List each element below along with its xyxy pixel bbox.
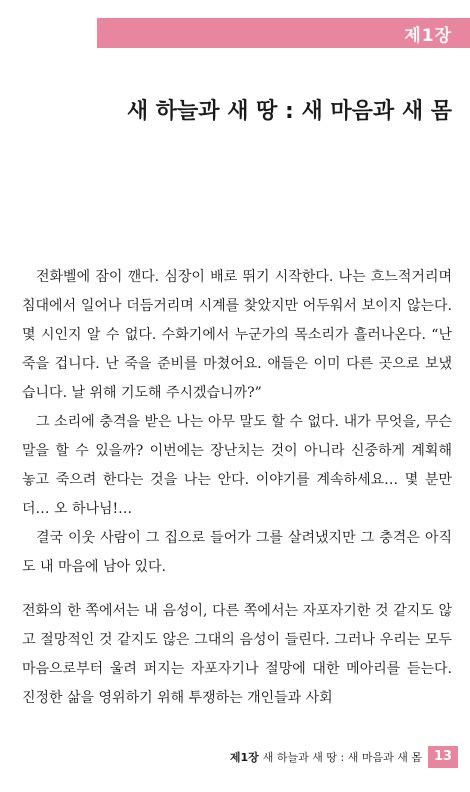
paragraph: 그 소리에 충격을 받은 나는 아무 말도 할 수 없다. 내가 무엇을, 무슨 말을 할 수 있을까? 이번에는 장난치는 것이 아니라 신중하게 계획해 놓고 죽으려 한다는 것을 나는 안다. 이야기를 계속하세요… 몇 분만 더… 오 하나님!…	[22, 414, 452, 517]
running-footer	[230, 746, 458, 768]
chapter-header-bar	[97, 18, 470, 48]
footer-chapter: 제1장	[229, 751, 259, 764]
page-number: 13	[428, 746, 458, 768]
page-title: 새 하늘과 새 땅 : 새 마음과 새 몸	[126, 99, 452, 124]
paragraph: 전화벨에 잠이 깬다. 심장이 배로 뛰기 시작한다. 나는 흐느적거리며 침대에서 일어나 더듬거리며 시계를 찾았지만 어두워서 보이지 않는다. 몇 시인지 알 수 없다. 수화기에서 누군가의 목소리가 흘러나온다. “난 죽을 겁니다. 난 죽을 준비를 마쳤어요. 애들은 이미 다른 곳으로 보냈습니다. 날 위해 기도해 주시겠습니까?”	[22, 269, 452, 401]
body-text-block-1	[22, 263, 452, 582]
footer-title: 새 하늘과 새 땅 : 새 마음과 새 몸	[262, 751, 422, 764]
paragraph: 결국 이웃 사람이 그 집으로 들어가 그를 살려냈지만 그 충격은 아직도 내 마음에 남아 있다.	[22, 530, 452, 575]
paragraph: 전화의 한 쪽에서는 내 음성이, 다른 쪽에서는 자포자기한 것 같지도 않고 절망적인 것 같지도 않은 그대의 음성이 들린다. 그러나 우리는 모두 마음으로부터 울려 퍼지는 자포자기나 절망에 대한 메아리를 듣는다. 진정한 삶을 영위하기 위해 투쟁하는 개인들과 사회	[22, 603, 452, 706]
chapter-label: 제1장	[404, 26, 452, 46]
body-text-block-2	[22, 597, 452, 713]
